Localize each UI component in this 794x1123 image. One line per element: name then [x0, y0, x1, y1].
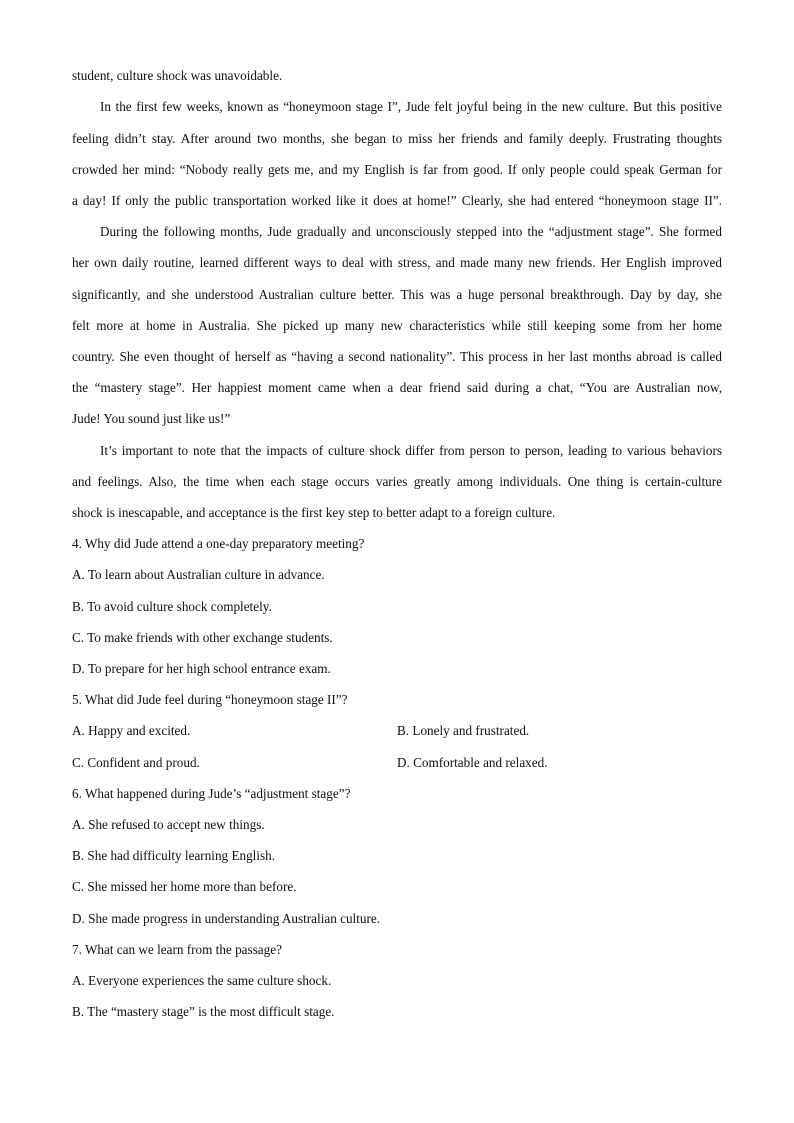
- answer-option: C. She missed her home more than before.: [72, 879, 297, 894]
- answer-option: D. Comfortable and relaxed.: [397, 755, 548, 770]
- answer-option: A. To learn about Australian culture in advance.: [72, 567, 325, 582]
- passage-line: felt more at home in Australia. She picked up many new characteristics while still keeping some from her home: [72, 318, 722, 333]
- answer-option: A. Everyone experiences the same culture shock.: [72, 973, 332, 988]
- passage-line: and feelings. Also, the time when each stage occurs varies greatly among individuals. One thing is certain-culture: [72, 474, 722, 489]
- answer-option: B. To avoid culture shock completely.: [72, 599, 272, 614]
- passage-line: Jude! You sound just like us!”: [72, 411, 231, 426]
- question-stem: 5. What did Jude feel during “honeymoon stage II”?: [72, 692, 348, 707]
- answer-option: D. To prepare for her high school entrance exam.: [72, 661, 331, 676]
- question-stem: 7. What can we learn from the passage?: [72, 942, 282, 957]
- passage-line: the “mastery stage”. Her happiest moment came when a dear friend said during a chat, “You are Australian now,: [72, 380, 722, 395]
- answer-option: D. She made progress in understanding Australian culture.: [72, 911, 381, 926]
- passage-line: shock is inescapable, and acceptance is the first key step to better adapt to a foreign culture.: [72, 505, 556, 520]
- answer-option: C. To make friends with other exchange students.: [72, 630, 333, 645]
- question-stem: 4. Why did Jude attend a one-day preparatory meeting?: [72, 536, 365, 551]
- passage-line: her own daily routine, learned different ways to deal with stress, and made many new friends. Her English improved: [72, 255, 722, 270]
- passage-line: country. She even thought of herself as “having a second nationality”. This process in her last months abroad is called: [72, 349, 722, 364]
- answer-option: C. Confident and proud.: [72, 755, 200, 770]
- answer-option: B. She had difficulty learning English.: [72, 848, 276, 863]
- passage-line: It’s important to note that the impacts of culture shock differ from person to person, leading to various behaviors: [100, 443, 722, 458]
- answer-option: A. Happy and excited.: [72, 723, 191, 738]
- question-stem: 6. What happened during Jude’s “adjustment stage”?: [72, 786, 351, 801]
- passage-line: In the first few weeks, known as “honeymoon stage I”, Jude felt joyful being in the new culture. But this positive: [100, 99, 722, 114]
- passage-line: During the following months, Jude gradually and unconsciously stepped into the “adjustment stage”. She formed: [100, 224, 722, 239]
- answer-option: B. The “mastery stage” is the most difficult stage.: [72, 1004, 335, 1019]
- answer-option: A. She refused to accept new things.: [72, 817, 265, 832]
- passage-line: significantly, and she understood Australian culture better. This was a huge personal breakthrough. Day by day, she: [72, 287, 722, 302]
- passage-line: feeling didn’t stay. After around two months, she began to miss her friends and family deeply. Frustrating thoughts: [72, 131, 722, 146]
- answer-option: B. Lonely and frustrated.: [397, 723, 530, 738]
- passage-line: student, culture shock was unavoidable.: [72, 68, 283, 83]
- passage-line: a day! If only the public transportation worked like it does at home!” Clearly, she had entered “honeymoon stage II”.: [72, 193, 722, 208]
- passage-line: crowded her mind: “Nobody really gets me, and my English is far from good. If only people could speak German for: [72, 162, 722, 177]
